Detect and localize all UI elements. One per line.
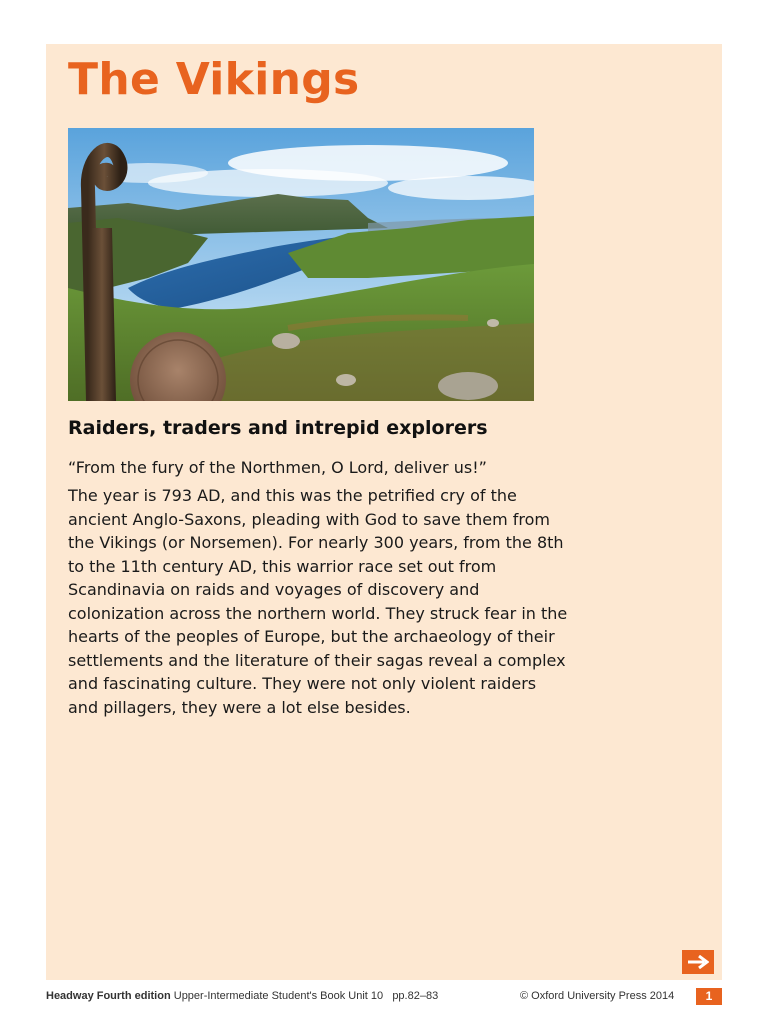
footer-pages: pp.82–83 bbox=[392, 990, 439, 1002]
section-subtitle: Raiders, traders and intrepid explorers bbox=[68, 417, 488, 439]
next-page-button[interactable] bbox=[682, 950, 714, 974]
landscape-photo bbox=[68, 128, 534, 401]
footer-book-title: Headway Fourth edition bbox=[46, 990, 171, 1002]
footer-book-info bbox=[46, 990, 438, 1002]
page-number: 1 bbox=[696, 988, 722, 1005]
footer-book-details: Upper-Intermediate Student's Book Unit 10 bbox=[173, 990, 384, 1002]
footer-copyright: © Oxford University Press 2014 bbox=[520, 990, 675, 1002]
body-paragraph: The year is 793 AD, and this was the petrified cry of the ancient Anglo-Saxons, pleading with God to save them from the Vikings (or Norsemen). For nearly 300 years, from the 8th to the 11th century AD, this warrior race set out from Scandinavia on raids and voyages of discovery and colonization across the northern world. They struck fear in the hearts of the peoples of Europe, but the archaeology of their settlements and the literature of their sagas reveal a complex and fascinating culture. They were not only violent raiders and pillagers, they were a lot else besides. bbox=[68, 486, 568, 717]
page-title: The Vikings bbox=[68, 54, 360, 105]
right-arrow-icon bbox=[687, 955, 709, 969]
quote-text: “From the fury of the Northmen, O Lord, deliver us!” bbox=[68, 458, 487, 477]
